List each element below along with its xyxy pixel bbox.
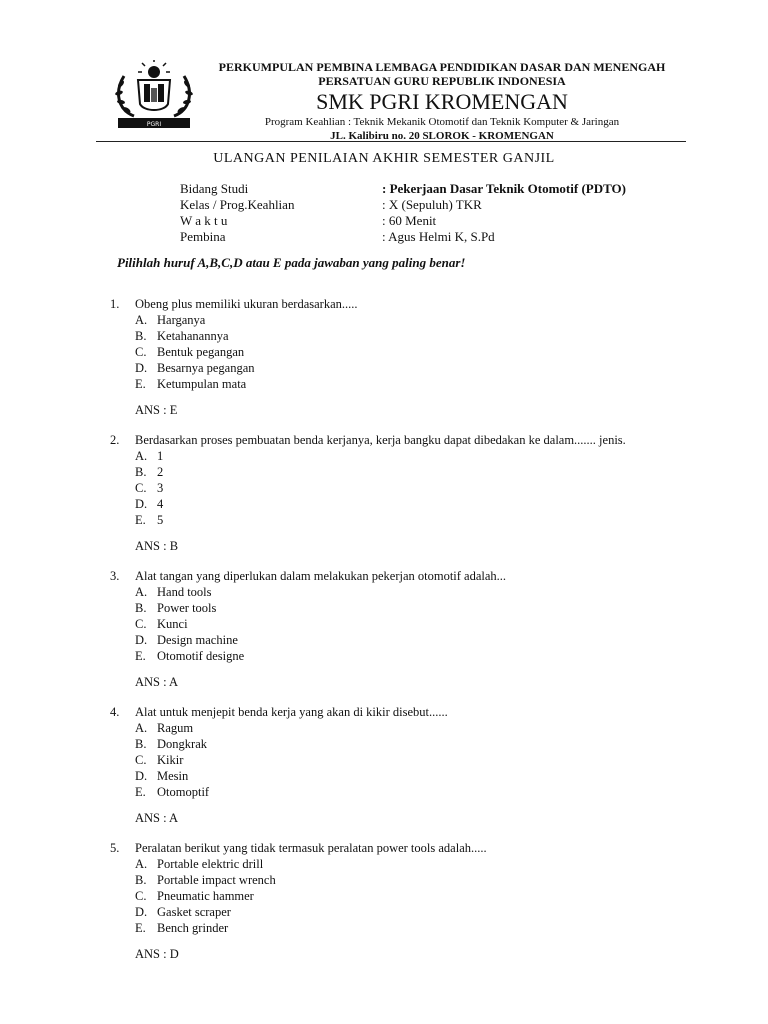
option-letter: A.: [135, 857, 148, 871]
option-e: [110, 784, 710, 800]
info-value: : X (Sepuluh) TKR: [382, 197, 482, 212]
option-letter: B.: [135, 601, 147, 615]
option-text: Design machine: [157, 633, 238, 647]
question-text: Berdasarkan proses pembuatan benda kerjanya, kerja bangku dapat dibedakan ke dalam....... jenis.: [135, 433, 626, 447]
option-letter: B.: [135, 465, 147, 479]
option-letter: D.: [135, 361, 148, 375]
question-3: [110, 568, 710, 690]
option-text: Hand tools: [157, 585, 212, 599]
option-text: Ketumpulan mata: [157, 377, 247, 391]
question-line: [110, 296, 710, 312]
question-number: 5.: [110, 841, 120, 855]
question-number: 4.: [110, 705, 120, 719]
option-text: Harganya: [157, 313, 206, 327]
info-value: : Pekerjaan Dasar Teknik Otomotif (PDTO): [382, 181, 626, 196]
option-letter: A.: [135, 721, 148, 735]
option-c: [110, 888, 710, 904]
option-text: 5: [157, 513, 164, 527]
question-line: [110, 432, 710, 448]
question-2: [110, 432, 710, 554]
option-d: [110, 496, 710, 512]
option-letter: B.: [135, 873, 147, 887]
question-line: [110, 840, 710, 856]
option-text: 3: [157, 481, 164, 495]
option-c: [110, 752, 710, 768]
answer-key: ANS : D: [135, 947, 179, 961]
option-text: Portable elektric drill: [157, 857, 264, 871]
option-letter: C.: [135, 617, 147, 631]
option-letter: B.: [135, 329, 147, 343]
question-number: 2.: [110, 433, 120, 447]
answer-key: ANS : A: [135, 675, 179, 689]
option-letter: D.: [135, 633, 148, 647]
option-b: [110, 736, 710, 752]
address-line: JL. Kalibiru no. 20 SLOROK - KROMENGAN: [330, 130, 554, 142]
option-c: [110, 616, 710, 632]
info-value: : 60 Menit: [382, 213, 437, 228]
option-d: [110, 904, 710, 920]
option-letter: E.: [135, 513, 146, 527]
question-line: [110, 704, 710, 720]
instruction: Pilihlah huruf A,B,C,D atau E pada jawaban yang paling benar!: [117, 255, 466, 270]
question-number: 1.: [110, 297, 120, 311]
option-letter: E.: [135, 785, 146, 799]
option-letter: A.: [135, 449, 148, 463]
option-letter: A.: [135, 585, 148, 599]
option-letter: C.: [135, 481, 147, 495]
option-text: Ketahanannya: [157, 329, 229, 343]
option-text: Besarnya pegangan: [157, 361, 255, 375]
school-name: SMK PGRI KROMENGAN: [316, 89, 568, 114]
option-text: Pneumatic hammer: [157, 889, 254, 903]
option-text: Otomoptif: [157, 785, 210, 799]
question-text: Peralatan berikut yang tidak termasuk peralatan power tools adalah.....: [135, 841, 487, 855]
option-text: Bench grinder: [157, 921, 229, 935]
option-d: [110, 632, 710, 648]
letterhead-divider: [96, 141, 686, 142]
option-c: [110, 344, 710, 360]
option-letter: D.: [135, 497, 148, 511]
option-letter: B.: [135, 737, 147, 751]
option-a: [110, 856, 710, 872]
answer-key: ANS : B: [135, 539, 179, 553]
info-label: W a k t u: [180, 213, 228, 228]
option-b: [110, 464, 710, 480]
option-letter: C.: [135, 753, 147, 767]
option-letter: D.: [135, 769, 148, 783]
option-b: [110, 328, 710, 344]
question-text: Alat untuk menjepit benda kerja yang akan di kikir disebut......: [135, 705, 448, 719]
option-text: Kikir: [157, 753, 184, 767]
question-number: 3.: [110, 569, 120, 583]
answer-key: ANS : A: [135, 811, 179, 825]
option-text: 1: [157, 449, 164, 463]
option-a: [110, 720, 710, 736]
option-letter: E.: [135, 649, 146, 663]
option-d: [110, 360, 710, 376]
option-letter: A.: [135, 313, 148, 327]
organization-line-2: PERSATUAN GURU REPUBLIK INDONESIA: [318, 74, 566, 88]
option-text: Gasket scraper: [157, 905, 231, 919]
program-line: Program Keahlian : Teknik Mekanik Otomotif dan Teknik Komputer & Jaringan: [264, 116, 620, 128]
option-letter: E.: [135, 921, 146, 935]
option-c: [110, 480, 710, 496]
option-a: [110, 448, 710, 464]
svg-text:PGRI: PGRI: [146, 121, 162, 128]
option-d: [110, 768, 710, 784]
option-text: Ragum: [157, 721, 194, 735]
school-logo-icon: [104, 60, 204, 134]
letterhead-text: [202, 56, 682, 143]
option-text: 4: [157, 497, 164, 511]
letterhead: [80, 56, 680, 140]
question-1: [110, 296, 710, 418]
option-text: Bentuk pegangan: [157, 345, 245, 359]
option-letter: C.: [135, 889, 147, 903]
question-4: [110, 704, 710, 826]
option-a: [110, 312, 710, 328]
organization-line-1: PERKUMPULAN PEMBINA LEMBAGA PENDIDIKAN DASAR DAN MENENGAH: [218, 60, 666, 74]
question-list: [110, 296, 710, 976]
option-text: Portable impact wrench: [157, 873, 276, 887]
option-letter: C.: [135, 345, 147, 359]
option-a: [110, 584, 710, 600]
question-text: Alat tangan yang diperlukan dalam melakukan pekerjan otomotif adalah...: [135, 569, 507, 583]
info-label: Pembina: [180, 229, 226, 244]
info-label: Kelas / Prog.Keahlian: [180, 197, 295, 212]
question-line: [110, 568, 710, 584]
option-b: [110, 600, 710, 616]
option-text: Mesin: [157, 769, 189, 783]
option-b: [110, 872, 710, 888]
option-e: [110, 376, 710, 392]
exam-title: ULANGAN PENILAIAN AKHIR SEMESTER GANJIL: [213, 151, 555, 166]
info-value: : Agus Helmi K, S.Pd: [382, 229, 495, 244]
question-text: Obeng plus memiliki ukuran berdasarkan.....: [135, 297, 358, 311]
option-e: [110, 920, 710, 936]
answer-key: ANS : E: [135, 403, 178, 417]
option-e: [110, 512, 710, 528]
option-letter: D.: [135, 905, 148, 919]
option-text: Power tools: [157, 601, 217, 615]
option-text: Kunci: [157, 617, 188, 631]
info-label: Bidang Studi: [180, 181, 249, 196]
option-e: [110, 648, 710, 664]
option-text: Dongkrak: [157, 737, 207, 751]
option-text: Otomotif designe: [157, 649, 245, 663]
question-5: [110, 840, 710, 962]
option-text: 2: [157, 465, 164, 479]
option-letter: E.: [135, 377, 146, 391]
